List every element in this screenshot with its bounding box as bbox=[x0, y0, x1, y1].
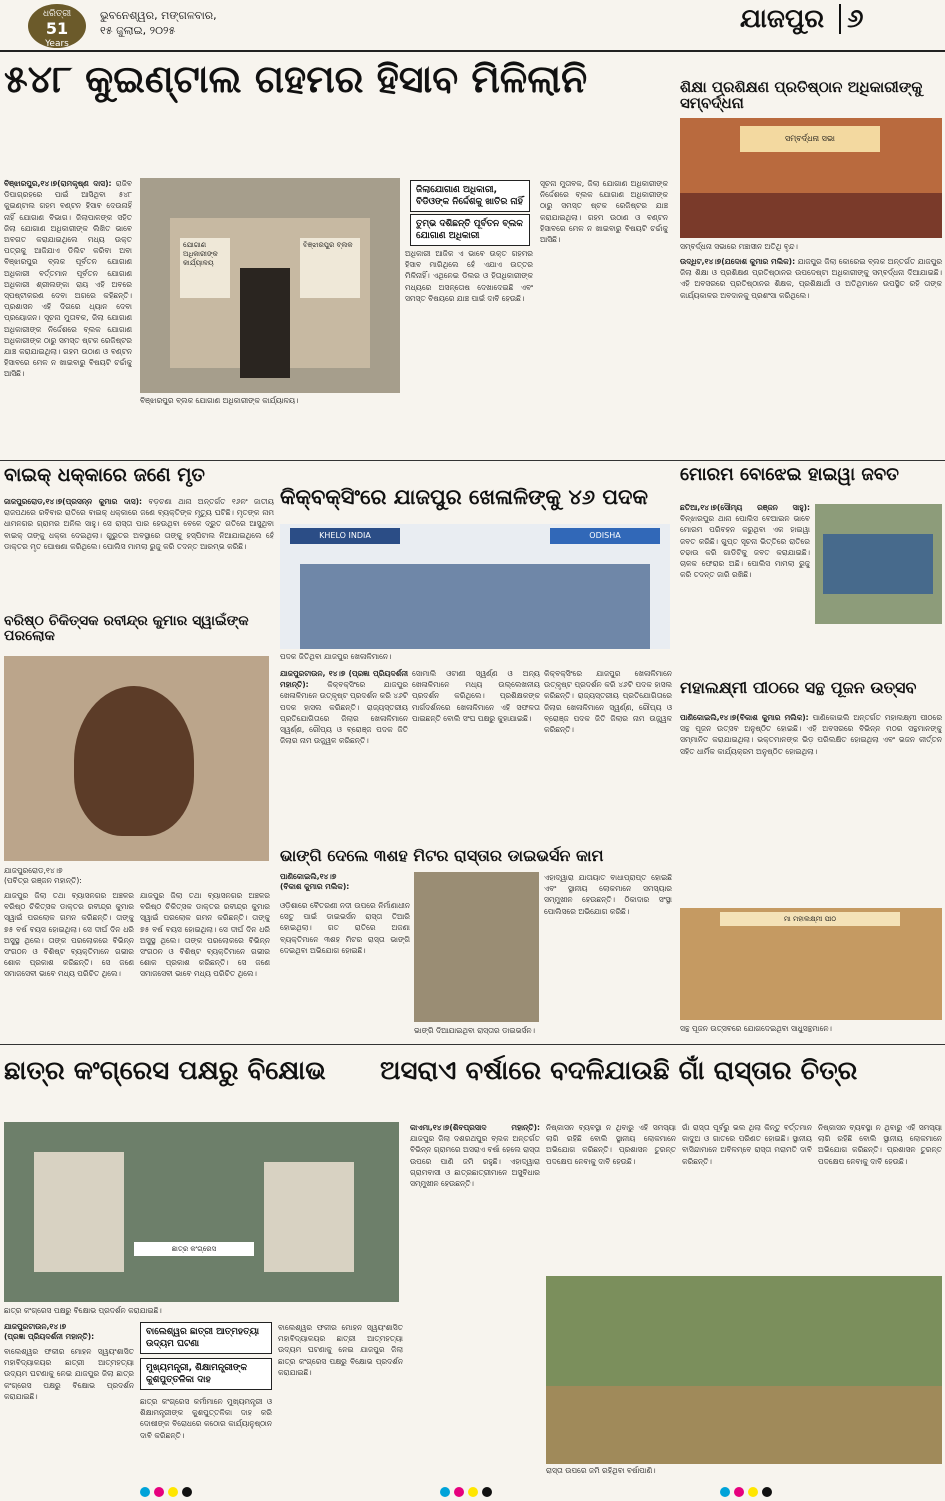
sports-banner-1: KHELO INDIA bbox=[290, 528, 400, 544]
sports-banner-2: ODISHA bbox=[550, 528, 660, 544]
protest-byline-place: ଯାଜପୁରଟାଉନ,୧୪।୭ bbox=[4, 1322, 67, 1331]
sports-column-2: ସୋମାଲି ଓଟାଣୀ ସ୍ୱର୍ଣ୍ଣ ଓ ଅନ୍ୟ ଖେଳାଳିମାନେ ମଧ୍ୟ ଉଲ୍ଲେଖନୀୟ ପ୍ରଦର୍ଶନ କରିଥିଲେ। ପ୍ରଶିକ୍ଷକଙ୍କ ମାର୍ଗଦର୍ଶନରେ ଖେଳାଳିମାନେ ଏହି ସଫଳତା ପାଇଛନ୍ତି ବୋଲି ସଂଘ ପକ୍ଷରୁ କୁହାଯାଇଛି। bbox=[412, 669, 540, 723]
road-headline: ଭାଙ୍ଗି ଦେଲେ ୩ଶହ ମିଟର ରାସ୍ତାର ଡାଇଭର୍ସନ କାମ bbox=[280, 846, 604, 865]
obit-byline-author: (ପବିତ୍ର ରଞ୍ଜନ ମହାନ୍ତି): bbox=[4, 876, 82, 885]
teacher-text: ଯାଜପୁର ଜିଲା କୋରେଇ ବ୍ଲକ ଅନ୍ତର୍ଗତ ଯାଜପୁର ଜିଲା ଶିକ୍ଷା ଓ ପ୍ରଶିକ୍ଷଣ ପ୍ରତିଷ୍ଠାନର ଉପଦେଷ୍ଟା ଅଧିକାରୀଙ୍କୁ ସମ୍ବର୍ଦ୍ଧନା ଦିଆଯାଇଛି। ଏହି ଅବସରରେ ପ୍ରତିଷ୍ଠାନର ଶିକ୍ଷକ, ପ୍ରଶିକ୍ଷାର୍ଥୀ ଓ ଅତିଥିମାନେ ଉପସ୍ଥିତ ରହି ତାଙ୍କ କାର୍ଯ୍ୟକାଳର ଅବଦାନକୁ ପ୍ରଶଂସା କରିଥିଲେ। bbox=[680, 257, 942, 300]
road-photo-caption: ଭାଙ୍ଗି ଦିଆଯାଇଥିବା ରାସ୍ତାର ଡାଇଭର୍ସନ। bbox=[414, 1026, 535, 1035]
protest-column-2: ଛାତ୍ର କଂଗ୍ରେସ କର୍ମୀମାନେ ମୁଖ୍ୟମନ୍ତ୍ରୀ ଓ ଶିକ୍ଷାମନ୍ତ୍ରୀଙ୍କ କୁଶପୁତ୍ତଳିକା ଦାହ କରି ଦୋଷୀଙ୍କ ବିରୋଧରେ କଠୋର କାର୍ଯ୍ୟାନୁଷ୍ଠାନ ଦାବି କରିଛନ୍ତି। bbox=[140, 1397, 272, 1440]
logo-text: ଧରିତ୍ରୀ bbox=[42, 9, 72, 19]
lead-headline: ୫୪୮ କୁଇଣ୍ଟାଲ ଗହମର ହିସାବ ମିଳିଲାନି bbox=[4, 57, 588, 101]
registration-marks-3 bbox=[720, 1482, 800, 1494]
dateline bbox=[100, 8, 217, 38]
protest-headline: ଛାତ୍ର କଂଗ୍ରେସ ପକ୍ଷରୁ ବିକ୍ଷୋଭ bbox=[4, 1056, 326, 1086]
divider bbox=[0, 460, 945, 461]
lead-column-1 bbox=[4, 178, 132, 458]
lead-body-1: ରାଜିବ ଡିପାଗ୍ରହରେ ପାଇଁ ଆସିଥିବା ୫୪୮ କୁଇଣ୍ଟାଲ ଗହମ ବଣ୍ଟନ ହିସାବ ଦେଉନାହିଁ ନାହିଁ ଯୋଗାଣ ବିଭାଗ। ଜିଲାପାଳଙ୍କ ସହିତ ଜିଲା ଯୋଗାଣ ଅଧିକାରୀଙ୍କ ଲିଖିତ ଭାବେ ଅବଗତ କରାଯାଇଥିଲେ ମଧ୍ୟ ଉକ୍ତ ପତ୍ରକୁ ଆଜିଯାଏ ଡିଲିଟ କରିବା ଅବା ବିଞ୍ଝାରପୁର ବ୍ଲକ ପୂର୍ବତନ ଯୋଗାଣ ଅଧିକାରୀ ବର୍ତ୍ତମାନ ପୂର୍ବତନ ଯୋଗାଣ ଅଧିକାରୀ ଶ୍ରୀଲଙ୍କା ରାୟ ଏହି ଅବରେ ସ୍ପଷ୍ଟୀକରଣ ଦେବା ଅଗରେ କହିଛନ୍ତି। ପ୍ରଶାସନ ଏହି ଦିଗରେ ଧ୍ୟାନ ଦେବା ପ୍ରୟୋଜନ। bbox=[4, 179, 132, 323]
protest-banner-text: ଛାତ୍ର କଂଗ୍ରେସ bbox=[134, 1242, 254, 1256]
mahalaxmi-text: ପାଣିକୋଇଲି ଅନ୍ତର୍ଗତ ମହାଲକ୍ଷ୍ମୀ ପୀଠରେ ସନ୍ଥ ପୂଜନ ଉତ୍ସବ ଅନୁଷ୍ଠିତ ହୋଇଛି। ଏହି ଅବସରରେ ବିଭିନ୍ନ ମଠର ସନ୍ଥମାନଙ୍କୁ ସମ୍ମାନିତ କରାଯାଇଥିଲା। ଭକ୍ତମାନଙ୍କ ଭିଡ଼ ପରିଲକ୍ଷିତ ହୋଇଥିଲା ଏବଂ ଭଜନ କୀର୍ତ୍ତନ ସହିତ ଧାର୍ମିକ କାର୍ଯ୍ୟକ୍ରମ ଅନୁଷ୍ଠିତ ହୋଇଥିଲା। bbox=[680, 713, 942, 756]
rain-column-1 bbox=[410, 1122, 540, 1462]
obit-photo bbox=[4, 656, 269, 861]
protest-photo-caption: ଛାତ୍ର କଂଗ୍ରେସ ପକ୍ଷରୁ ବିକ୍ଷୋଭ ପ୍ରଦର୍ଶନ କରାଯାଇଛି। bbox=[4, 1306, 162, 1315]
obit-column-1: ଯାଜପୁର ଜିଲା ତଥା ବ୍ୟାସନଗର ଅଞ୍ଚଳର ବରିଷ୍ଠ ଚିକିତ୍ସକ ଡାକ୍ତର ରବୀନ୍ଦ୍ର କୁମାର ସ୍ୱାଇଁ ପରଲୋକ ଗମନ କରିଛନ୍ତି। ତାଙ୍କୁ ୭୫ ବର୍ଷ ବୟସ ହୋଇଥିଲା। ସେ ଦୀର୍ଘ ଦିନ ଧରି ଅସୁସ୍ଥ ଥିଲେ। ତାଙ୍କ ପରଲୋକରେ ବିଭିନ୍ନ ସଂଗଠନ ଓ ବିଶିଷ୍ଟ ବ୍ୟକ୍ତିମାନେ ଗଭୀର ଶୋକ ପ୍ରକାଶ କରିଛନ୍ତି। ସେ ଜଣେ ସମାଜସେବୀ ଭାବେ ମଧ୍ୟ ପରିଚିତ ଥିଲେ। bbox=[4, 891, 134, 979]
sports-photo-caption: ପଦକ ଜିତିଥିବା ଯାଜପୁର ଖେଳାଳିମାନେ। bbox=[280, 652, 392, 661]
rain-byline: କାଏମା,୧୪।୭(ଶିବପ୍ରସାଦ ମହାନ୍ତି): bbox=[410, 1123, 540, 1132]
page-number: ୬ bbox=[847, 4, 864, 34]
road-column-1: ଓଡ଼ିଶାରେ ବୈତରଣୀ ନଦୀ ଉପରେ ନିର୍ମାଣାଧୀନ ସେତୁ ପାଇଁ ଡାଇଭର୍ସନ ରାସ୍ତା ତିଆରି ହୋଇଥିଲା। ଗତ ରାତିରେ ଅଜଣା ବ୍ୟକ୍ତିମାନେ ୩ଶହ ମିଟର ରାସ୍ତା ଭାଙ୍ଗି ଦେଇଥିବା ଅଭିଯୋଗ ହୋଇଛି। bbox=[280, 901, 410, 955]
rain-column-3: ଗାଁ ରାସ୍ତା ପୂର୍ବରୁ ଭଲ ଥିଲା କିନ୍ତୁ ବର୍ତ୍ତମାନ କାଦୁଅ ଓ ଗାତରେ ପରିଣତ ହୋଇଛି। ସ୍ଥାନୀୟ ବାସିନ୍ଦାମାନେ ଅବିଳମ୍ବେ ରାସ୍ତା ମରାମତି ଦାବି କରିଛନ୍ତି। bbox=[682, 1123, 812, 1166]
lead-photo bbox=[140, 178, 400, 393]
obit-column-2: ଯାଜପୁର ଜିଲା ତଥା ବ୍ୟାସନଗର ଅଞ୍ଚଳର ବରିଷ୍ଠ ଚିକିତ୍ସକ ଡାକ୍ତର ରବୀନ୍ଦ୍ର କୁମାର ସ୍ୱାଇଁ ପରଲୋକ ଗମନ କରିଛନ୍ତି। ତାଙ୍କୁ ୭୫ ବର୍ଷ ବୟସ ହୋଇଥିଲା। ସେ ଦୀର୍ଘ ଦିନ ଧରି ଅସୁସ୍ଥ ଥିଲେ। ତାଙ୍କ ପରଲୋକରେ ବିଭିନ୍ନ ସଂଗଠନ ଓ ବିଶିଷ୍ଟ ବ୍ୟକ୍ତିମାନେ ଗଭୀର ଶୋକ ପ୍ରକାଶ କରିଛନ୍ତି। ସେ ଜଣେ ସମାଜସେବୀ ଭାବେ ମଧ୍ୟ ପରିଚିତ ଥିଲେ। bbox=[140, 891, 270, 979]
lead-photo-caption: ବିଞ୍ଝାରପୁର ବ୍ଲକ ଯୋଗାଣ ଅଧିକାରୀଙ୍କ କାର୍ଯ୍ୟାଳୟ। bbox=[140, 396, 299, 405]
rain-text-1: ଯାଜପୁର ଜିଲା ଦଶରଥପୁର ବ୍ଲକ ଅନ୍ତର୍ଗତ ବିଭିନ୍ନ ଗ୍ରାମରେ ଅସରାଏ ବର୍ଷା ହେଲେ ରାସ୍ତା ଉପରେ ପାଣି ଜମି ରହୁଛି। ଏହାଦ୍ୱାରା ଗ୍ରାମବାସୀ ଓ ଛାତ୍ରଛାତ୍ରୀମାନେ ଅସୁବିଧାର ସମ୍ମୁଖୀନ ହେଉଛନ୍ତି। bbox=[410, 1134, 540, 1189]
morum-photo bbox=[815, 504, 942, 624]
obit-byline bbox=[4, 866, 269, 886]
bike-byline: ଜାଜପୁରରୋଡ,୧୪।୭(ପ୍ରସନ୍ନ କୁମାର ଦାସ): bbox=[4, 497, 143, 506]
obit-headline: ବରିଷ୍ଠ ଚିକିତ୍ସକ ରବୀନ୍ଦ୍ର କୁମାର ସ୍ୱାଇଁଙ୍କ ପରଲୋକ bbox=[4, 613, 249, 644]
rain-column-2: ନିଷ୍କାସନ ବ୍ୟବସ୍ଥା ନ ଥିବାରୁ ଏହି ସମସ୍ୟା ଲାଗି ରହିଛି ବୋଲି ସ୍ଥାନୀୟ ଲୋକମାନେ ଅଭିଯୋଗ କରିଛନ୍ତି। ପ୍ରଶାସନ ତୁରନ୍ତ ପଦକ୍ଷେପ ନେବାକୁ ଦାବି ହେଉଛି। bbox=[546, 1123, 676, 1166]
bike-text: ବଡ଼ଚଣା ଥାନା ଅନ୍ତର୍ଗତ ୧୬ନଂ ଜାତୀୟ ରାଜପଥରେ ରବିବାର ରାତିରେ ବାଇକ୍ ଧକ୍କାରେ ଜଣେ ବ୍ୟକ୍ତିଙ୍କ ମୃତ୍ୟୁ ଘଟିଛି। ମୃତଙ୍କ ନାମ ଧାମନଗର ଗ୍ରାମର ଅନିଲ ସାହୁ। ସେ ରାସ୍ତା ପାର ହେଉଥିବା ବେଳେ ଦ୍ରୁତ ଗତିରେ ଆସୁଥିବା ବାଇକ୍ ତାଙ୍କୁ ଧକ୍କା ଦେଇଥିଲା। ଗୁରୁତର ଅବସ୍ଥାରେ ତାଙ୍କୁ ହସ୍ପିଟାଲ ନିଆଯାଇଥିଲେ ହେଁ ଡାକ୍ତର ମୃତ ଘୋଷଣା କରିଥିଲେ। ପୋଲିସ ମାମଲା ରୁଜୁ କରି ତଦନ୍ତ ଆରମ୍ଭ କରିଛି। bbox=[4, 497, 274, 551]
morum-byline: ଛତିଆ,୧୪।୭(ସୌମ୍ୟ ରଞ୍ଜନ ସାହୁ): bbox=[680, 503, 810, 512]
road-byline bbox=[280, 872, 410, 892]
teacher-banner: ସମ୍ବର୍ଦ୍ଧନା ସଭା bbox=[740, 126, 880, 152]
dateline-place-day: ଭୁବନେଶ୍ୱର, ମଙ୍ଗଳବାର, bbox=[100, 9, 217, 22]
road-byline-place: ପାଣିକୋଇଲି,୧୪।୭ bbox=[280, 872, 337, 881]
obit-byline-place: ଯାଜପୁରରୋଡ,୧୪।୭ bbox=[4, 866, 63, 875]
sports-headline: କିକ୍‌ବକ୍ସିଂରେ ଯାଜପୁର ଖେଳାଳିଙ୍କୁ ୪୬ ପଦକ bbox=[280, 485, 648, 509]
sports-text-1: କିକ୍‌ବକ୍ସିଂରେ ଯାଜପୁର ଖେଳାଳିମାନେ ଉତ୍କୃଷ୍ଟ ପ୍ରଦର୍ଶନ କରି ୪୬ଟି ପଦକ ହାସଲ କରିଛନ୍ତି। ରାଜ୍ୟସ୍ତରୀୟ ପ୍ରତିଯୋଗିତାରେ ଜିଲାର ଖେଳାଳିମାନେ ସ୍ୱର୍ଣ୍ଣ, ରୌପ୍ୟ ଓ ବ୍ରୋଞ୍ଜ ପଦକ ଜିତି ଜିଲାର ନାମ ଉଜ୍ଜ୍ୱଳ କରିଛନ୍ତି। bbox=[280, 680, 408, 746]
registration-marks-2 bbox=[440, 1482, 520, 1494]
logo-sub: Years bbox=[45, 39, 69, 49]
teacher-photo bbox=[680, 118, 942, 238]
rain-headline: ଅସରାଏ ବର୍ଷାରେ ବଦଳିଯାଉଛି ଗାଁ ରାସ୍ତାର ଚିତ୍ର bbox=[380, 1056, 858, 1086]
morum-headline: ମୋରମ ବୋଝେଇ ହାଇୱା ଜବତ bbox=[680, 464, 899, 485]
mahalaxmi-headline: ମହାଲକ୍ଷ୍ମୀ ପୀଠରେ ସନ୍ଥ ପୂଜନ ଉତ୍ସବ bbox=[680, 678, 917, 697]
sports-photo bbox=[280, 524, 670, 649]
lead-photo-sign-1: ଯୋଗାଣ ଅଧିକାରୀଙ୍କ କାର୍ଯ୍ୟାଳୟ bbox=[180, 238, 230, 298]
teacher-photo-caption: ସମ୍ବର୍ଦ୍ଧନା ସଭାରେ ମଞ୍ଚାସୀନ ଅତିଥି ବୃନ୍ଦ। bbox=[680, 242, 798, 251]
section-title bbox=[740, 4, 863, 35]
teacher-body bbox=[680, 256, 942, 456]
morum-text: ବିନ୍ଝାରପୁର ଥାନା ପୋଲିସ ବେଆଇନ ଭାବେ ମୋରମ ପରିବହନ କରୁଥିବା ଏକ ହାଇୱା ଜବତ କରିଛି। ଗୁପ୍ତ ସୂଚନା ଭିତ୍ତିରେ ରାତିରେ ଚଢାଉ କରି ଗାଡିଟିକୁ ଜବତ କରାଯାଇଛି। ଚାଳକ ଫେରାର ଅଛି। ପୋଲିସ ମାମଲା ରୁଜୁ କରି ତଦନ୍ତ ଜାରି ରଖିଛି। bbox=[680, 514, 810, 580]
bike-body bbox=[4, 496, 274, 606]
dateline-date: ୧୫ ଜୁଲାଇ, ୨୦୨୫ bbox=[100, 24, 176, 37]
masthead bbox=[0, 0, 945, 52]
mahalaxmi-photo-caption: ସନ୍ଥ ପୂଜନ ଉତ୍ସବରେ ଯୋଗଦେଇଥିବା ସାଧୁସନ୍ଥମାନେ। bbox=[680, 1024, 832, 1033]
road-byline-author: (ବିକାଶ କୁମାର ମଲିକ): bbox=[280, 882, 350, 891]
lead-column-3: ସୂଚନା ମୁତାବକ, ଜିଲା ଯୋଗାଣ ଅଧିକାରୀଙ୍କ ନିର୍ଦ୍ଦେଶରେ ବ୍ଲକ ଯୋଗାଣ ଅଧିକାରୀଙ୍କ ଠାରୁ ସମସ୍ତ ଷ୍ଟକ ରେଜିଷ୍ଟର ଯାଞ୍ଚ କରାଯାଇଥିଲା। ଗହମ ଉଠାଣ ଓ ବଣ୍ଟନ ହିସାବରେ ମେଳ ନ ଖାଇବାରୁ ବିଷୟଟି ଚର୍ଚ୍ଚାକୁ ଆସିଛି। bbox=[540, 179, 668, 245]
bike-headline: ବାଇକ୍ ଧକ୍କାରେ ଜଣେ ମୃତ bbox=[4, 464, 205, 486]
lead-column-2: ଅଧିକାରୀ ଆଜିକ ଏ ଭାବେ ଉକ୍ତ ଗହମର ହିସାବ ମାଗିଥିଲେ ହେଁ ଏଯାଏ ଉତ୍ତର ମିଳିନାହିଁ। ଏଥିନେଇ ଡିଲର ଓ ହିତାଧିକାରୀଙ୍କ ମଧ୍ୟରେ ଅସନ୍ତୋଷ ଦେଖାଦେଇଛି ଏବଂ ସମସ୍ତ ବିଷୟରେ ଯାଞ୍ଚ ପାଇଁ ଦାବି ହେଉଛି। bbox=[405, 249, 533, 303]
rain-column-4: ନିଷ୍କାସନ ବ୍ୟବସ୍ଥା ନ ଥିବାରୁ ଏହି ସମସ୍ୟା ଲାଗି ରହିଛି ବୋଲି ସ୍ଥାନୀୟ ଲୋକମାନେ ଅଭିଯୋଗ କରିଛନ୍ତି। ପ୍ରଶାସନ ତୁରନ୍ତ ପଦକ୍ଷେପ ନେବାକୁ ଦାବି ହେଉଛି। bbox=[818, 1123, 942, 1166]
lead-body-2: ସୂଚନା ମୁତାବକ, ଜିଲା ଯୋଗାଣ ଅଧିକାରୀଙ୍କ ନିର୍ଦ୍ଦେଶରେ ବ୍ଲକ ଯୋଗାଣ ଅଧିକାରୀଙ୍କ ଠାରୁ ସମସ୍ତ ଷ୍ଟକ ରେଜିଷ୍ଟର ଯାଞ୍ଚ କରାଯାଇଥିଲା। ଗହମ ଉଠାଣ ଓ ବଣ୍ଟନ ହିସାବରେ ମେଳ ନ ଖାଇବାରୁ ବିଷୟଟି ଚର୍ଚ୍ଚାକୁ ଆସିଛି। bbox=[4, 313, 132, 379]
rain-photo bbox=[546, 1276, 942, 1464]
sports-column-1 bbox=[280, 668, 408, 846]
section-name: ଯାଜପୁର bbox=[740, 4, 825, 34]
mahalaxmi-photo bbox=[680, 908, 942, 1020]
lead-photo-sign-2: ବିଞ୍ଝାରପୁର ବ୍ଲକ bbox=[300, 238, 360, 298]
protest-callout-2: ମୁଖ୍ୟମନ୍ତ୍ରୀ, ଶିକ୍ଷାମନ୍ତ୍ରୀଙ୍କ କୁଶପୁତ୍ତଳିକା ଦାହ bbox=[140, 1358, 272, 1390]
protest-column-1: ବାଲେଶ୍ୱର ଫକୀର ମୋହନ ସ୍ୱୟଂଶାସିତ ମହାବିଦ୍ୟାଳୟର ଛାତ୍ରୀ ଆତ୍ମହତ୍ୟା ଉଦ୍ୟମ ଘଟଣାକୁ ନେଇ ଯାଜପୁର ଜିଲା ଛାତ୍ର କଂଗ୍ରେସ ପକ୍ଷରୁ ବିକ୍ଷୋଭ ପ୍ରଦର୍ଶନ କରାଯାଇଛି। bbox=[4, 1347, 134, 1401]
teacher-headline: ଶିକ୍ଷା ପ୍ରଶିକ୍ଷଣ ପ୍ରତିଷ୍ଠାନ ଅଧିକାରୀଙ୍କୁ ସମ୍ବର୍ଦ୍ଧନା bbox=[680, 78, 923, 112]
sports-column-3: କିକ୍‌ବକ୍ସିଂରେ ଯାଜପୁର ଖେଳାଳିମାନେ ଉତ୍କୃଷ୍ଟ ପ୍ରଦର୍ଶନ କରି ୪୬ଟି ପଦକ ହାସଲ କରିଛନ୍ତି। ରାଜ୍ୟସ୍ତରୀୟ ପ୍ରତିଯୋଗିତାରେ ଜିଲାର ଖେଳାଳିମାନେ ସ୍ୱର୍ଣ୍ଣ, ରୌପ୍ୟ ଓ ବ୍ରୋଞ୍ଜ ପଦକ ଜିତି ଜିଲାର ନାମ ଉଜ୍ଜ୍ୱଳ କରିଛନ୍ତି। bbox=[544, 669, 672, 735]
protest-column-3: ବାଲେଶ୍ୱର ଫକୀର ମୋହନ ସ୍ୱୟଂଶାସିତ ମହାବିଦ୍ୟାଳୟର ଛାତ୍ରୀ ଆତ୍ମହତ୍ୟା ଉଦ୍ୟମ ଘଟଣାକୁ ନେଇ ଯାଜପୁର ଜିଲା ଛାତ୍ର କଂଗ୍ରେସ ପକ୍ଷରୁ ବିକ୍ଷୋଭ ପ୍ରଦର୍ଶନ କରାଯାଇଛି। bbox=[278, 1323, 403, 1377]
divider-2 bbox=[0, 1044, 945, 1045]
rain-photo-caption: ରାସ୍ତା ଉପରେ ଜମି ରହିଥିବା ବର୍ଷାପାଣି। bbox=[546, 1466, 656, 1475]
lead-callout-2: ତୁମ୍ଭ ଦଶିଛନ୍ତି ପୂର୍ବତନ ବ୍ଲକ ଯୋଗାଣ ଅଧିକାରୀ bbox=[410, 214, 530, 246]
mahalaxmi-byline: ପାଣିକୋଇଲି,୧୪।୭(ବିକାଶ କୁମାର ମଲିକ): bbox=[680, 713, 809, 722]
newspaper-logo bbox=[28, 4, 86, 48]
protest-byline-author: (ପ୍ରଜ୍ଞା ପ୍ରିୟଦର୍ଶନୀ ମହାନ୍ତି): bbox=[4, 1332, 95, 1341]
mahalaxmi-body bbox=[680, 712, 942, 902]
sports-byline-2: (ପ୍ରଜ୍ଞା ପ୍ରିୟଦର୍ଶନୀ ମହାନ୍ତି): bbox=[280, 669, 408, 690]
sports-byline: ଯାଜପୁରଟାଉନ, ୧୪।୭ bbox=[280, 669, 346, 678]
registration-marks-1 bbox=[140, 1482, 220, 1494]
protest-byline bbox=[4, 1322, 134, 1342]
logo-years: 51 bbox=[45, 19, 69, 38]
road-column-2: ଏହାଦ୍ୱାରା ଯାତାୟାତ ବାଧାପ୍ରାପ୍ତ ହୋଇଛି ଏବଂ ସ୍ଥାନୀୟ ଲୋକମାନେ ସମସ୍ୟାର ସମ୍ମୁଖୀନ ହେଉଛନ୍ତି। ଠିକାଦାର ସଂସ୍ଥା ପୋଲିସରେ ଅଭିଯୋଗ କରିଛି। bbox=[544, 873, 672, 916]
lead-byline: ବିଞ୍ଝାରପୁର,୧୪।୭(ରାମକୃଷ୍ଣ ଦାସ): bbox=[4, 179, 112, 188]
teacher-byline: ଉଦ୍ଧିଟ,୧୪।୭(ଯଦୋଶ କୁମାର ମଲିକ): bbox=[680, 257, 796, 266]
road-photo bbox=[414, 872, 539, 1022]
morum-body bbox=[680, 502, 810, 667]
protest-callout-1: ବାଲେଶ୍ୱର ଛାତ୍ରୀ ଆତ୍ମହତ୍ୟା ଉଦ୍ୟମ ଘଟଣା bbox=[140, 1322, 272, 1354]
lead-callout-1: ଜିଲାଯୋଗାଣ ଅଧିକାରୀ, ବିଡିଓଙ୍କ ନିର୍ଦ୍ଦେଶକୁ ଖାତିର ନାହିଁ bbox=[410, 180, 530, 212]
protest-photo bbox=[4, 1122, 399, 1302]
mahalaxmi-banner: ମା ମହାଲକ୍ଷ୍ମୀ ପୀଠ bbox=[720, 912, 900, 926]
